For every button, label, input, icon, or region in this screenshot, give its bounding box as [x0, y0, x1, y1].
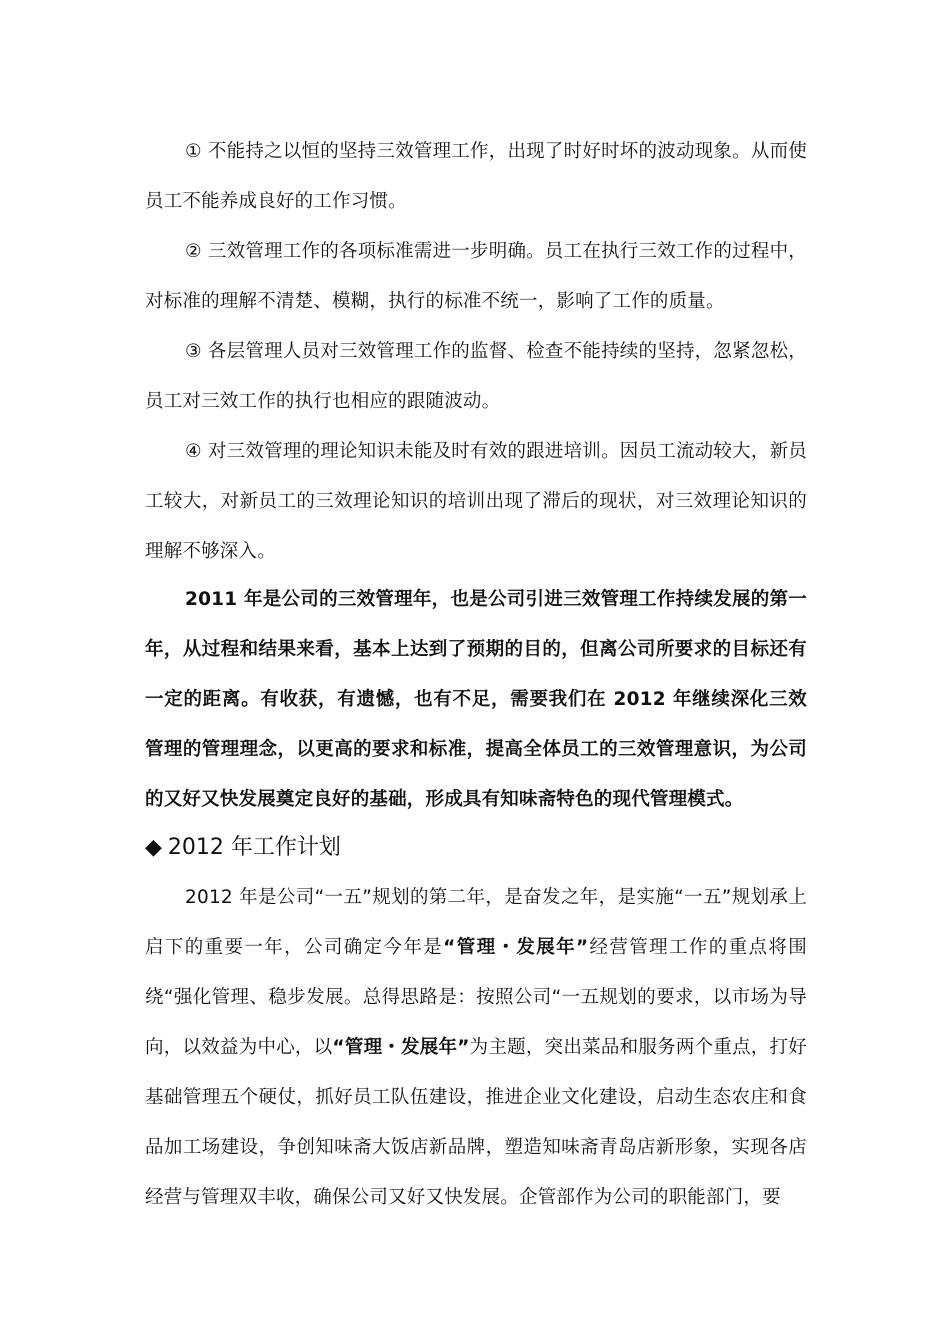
- summary-paragraph: 2011 年是公司的三效管理年，也是公司引进三效管理工作持续发展的第一年，从过程和结果来看，基本上达到了预期的目的，但离公司所要求的目标还有一定的距离。有收获，有遗憾，也有不足，需要我们在 2012 年继续深化三效管理的管理理念，以更高的要求和标准，提高全体员工的三效管理意识，为公司的又好又快发展奠定良好的基础，形成具有知味斋特色的现代管理模式。: [145, 589, 807, 810]
- section-title: 2012 年工作计划: [167, 835, 341, 860]
- plan-emphasis-2: “管理・发展年”: [332, 1037, 470, 1058]
- plan-emphasis-1: “管理・发展年”: [443, 937, 589, 958]
- plan-text-part-2: 经营管理工作的重点将围绕“强化管理、稳步发展。总得思路是：按照公司“一五规划的要求，以市场为导向，以效益为中心，以: [145, 937, 807, 1058]
- issue-paragraph-2: ② 三效管理工作的各项标准需进一步明确。员工在执行三效工作的过程中，对标准的理解不清楚、模糊，执行的标准不统一，影响了工作的质量。: [145, 241, 807, 312]
- issue-paragraph-3: ③ 各层管理人员对三效管理工作的监督、检查不能持续的坚持，忽紧忽松，员工对三效工作的执行也相应的跟随波动。: [145, 341, 807, 412]
- plan-text-part-3: 为主题，突出菜品和服务两个重点，打好基础管理五个硬仗，抓好员工队伍建设，推进企业文化建设，启动生态农庄和食品加工场建设，争创知味斋大饭店新品牌，塑造知味斋青岛店新形象，实现各店经营与管理双丰收，确保公司又好又快发展。企管部作为公司的职能部门，要: [145, 1037, 807, 1208]
- plan-paragraph: [145, 873, 807, 1223]
- issue-paragraph-1: ① 不能持之以恒的坚持三效管理工作，出现了时好时坏的波动现象。从而使员工不能养成良好的工作习惯。: [145, 141, 807, 212]
- plan-text-part-1: 2012 年是公司“一五”规划的第二年，是奋发之年，是实施“一五”规划承上启下的重要一年，公司确定今年是: [145, 887, 807, 958]
- section-heading: [145, 828, 807, 868]
- diamond-bullet-icon: ◆: [145, 835, 162, 860]
- issue-paragraph-4: ④ 对三效管理的理论知识未能及时有效的跟进培训。因员工流动较大，新员工较大，对新员工的三效理论知识的培训出现了滞后的现状，对三效理论知识的理解不够深入。: [145, 441, 807, 562]
